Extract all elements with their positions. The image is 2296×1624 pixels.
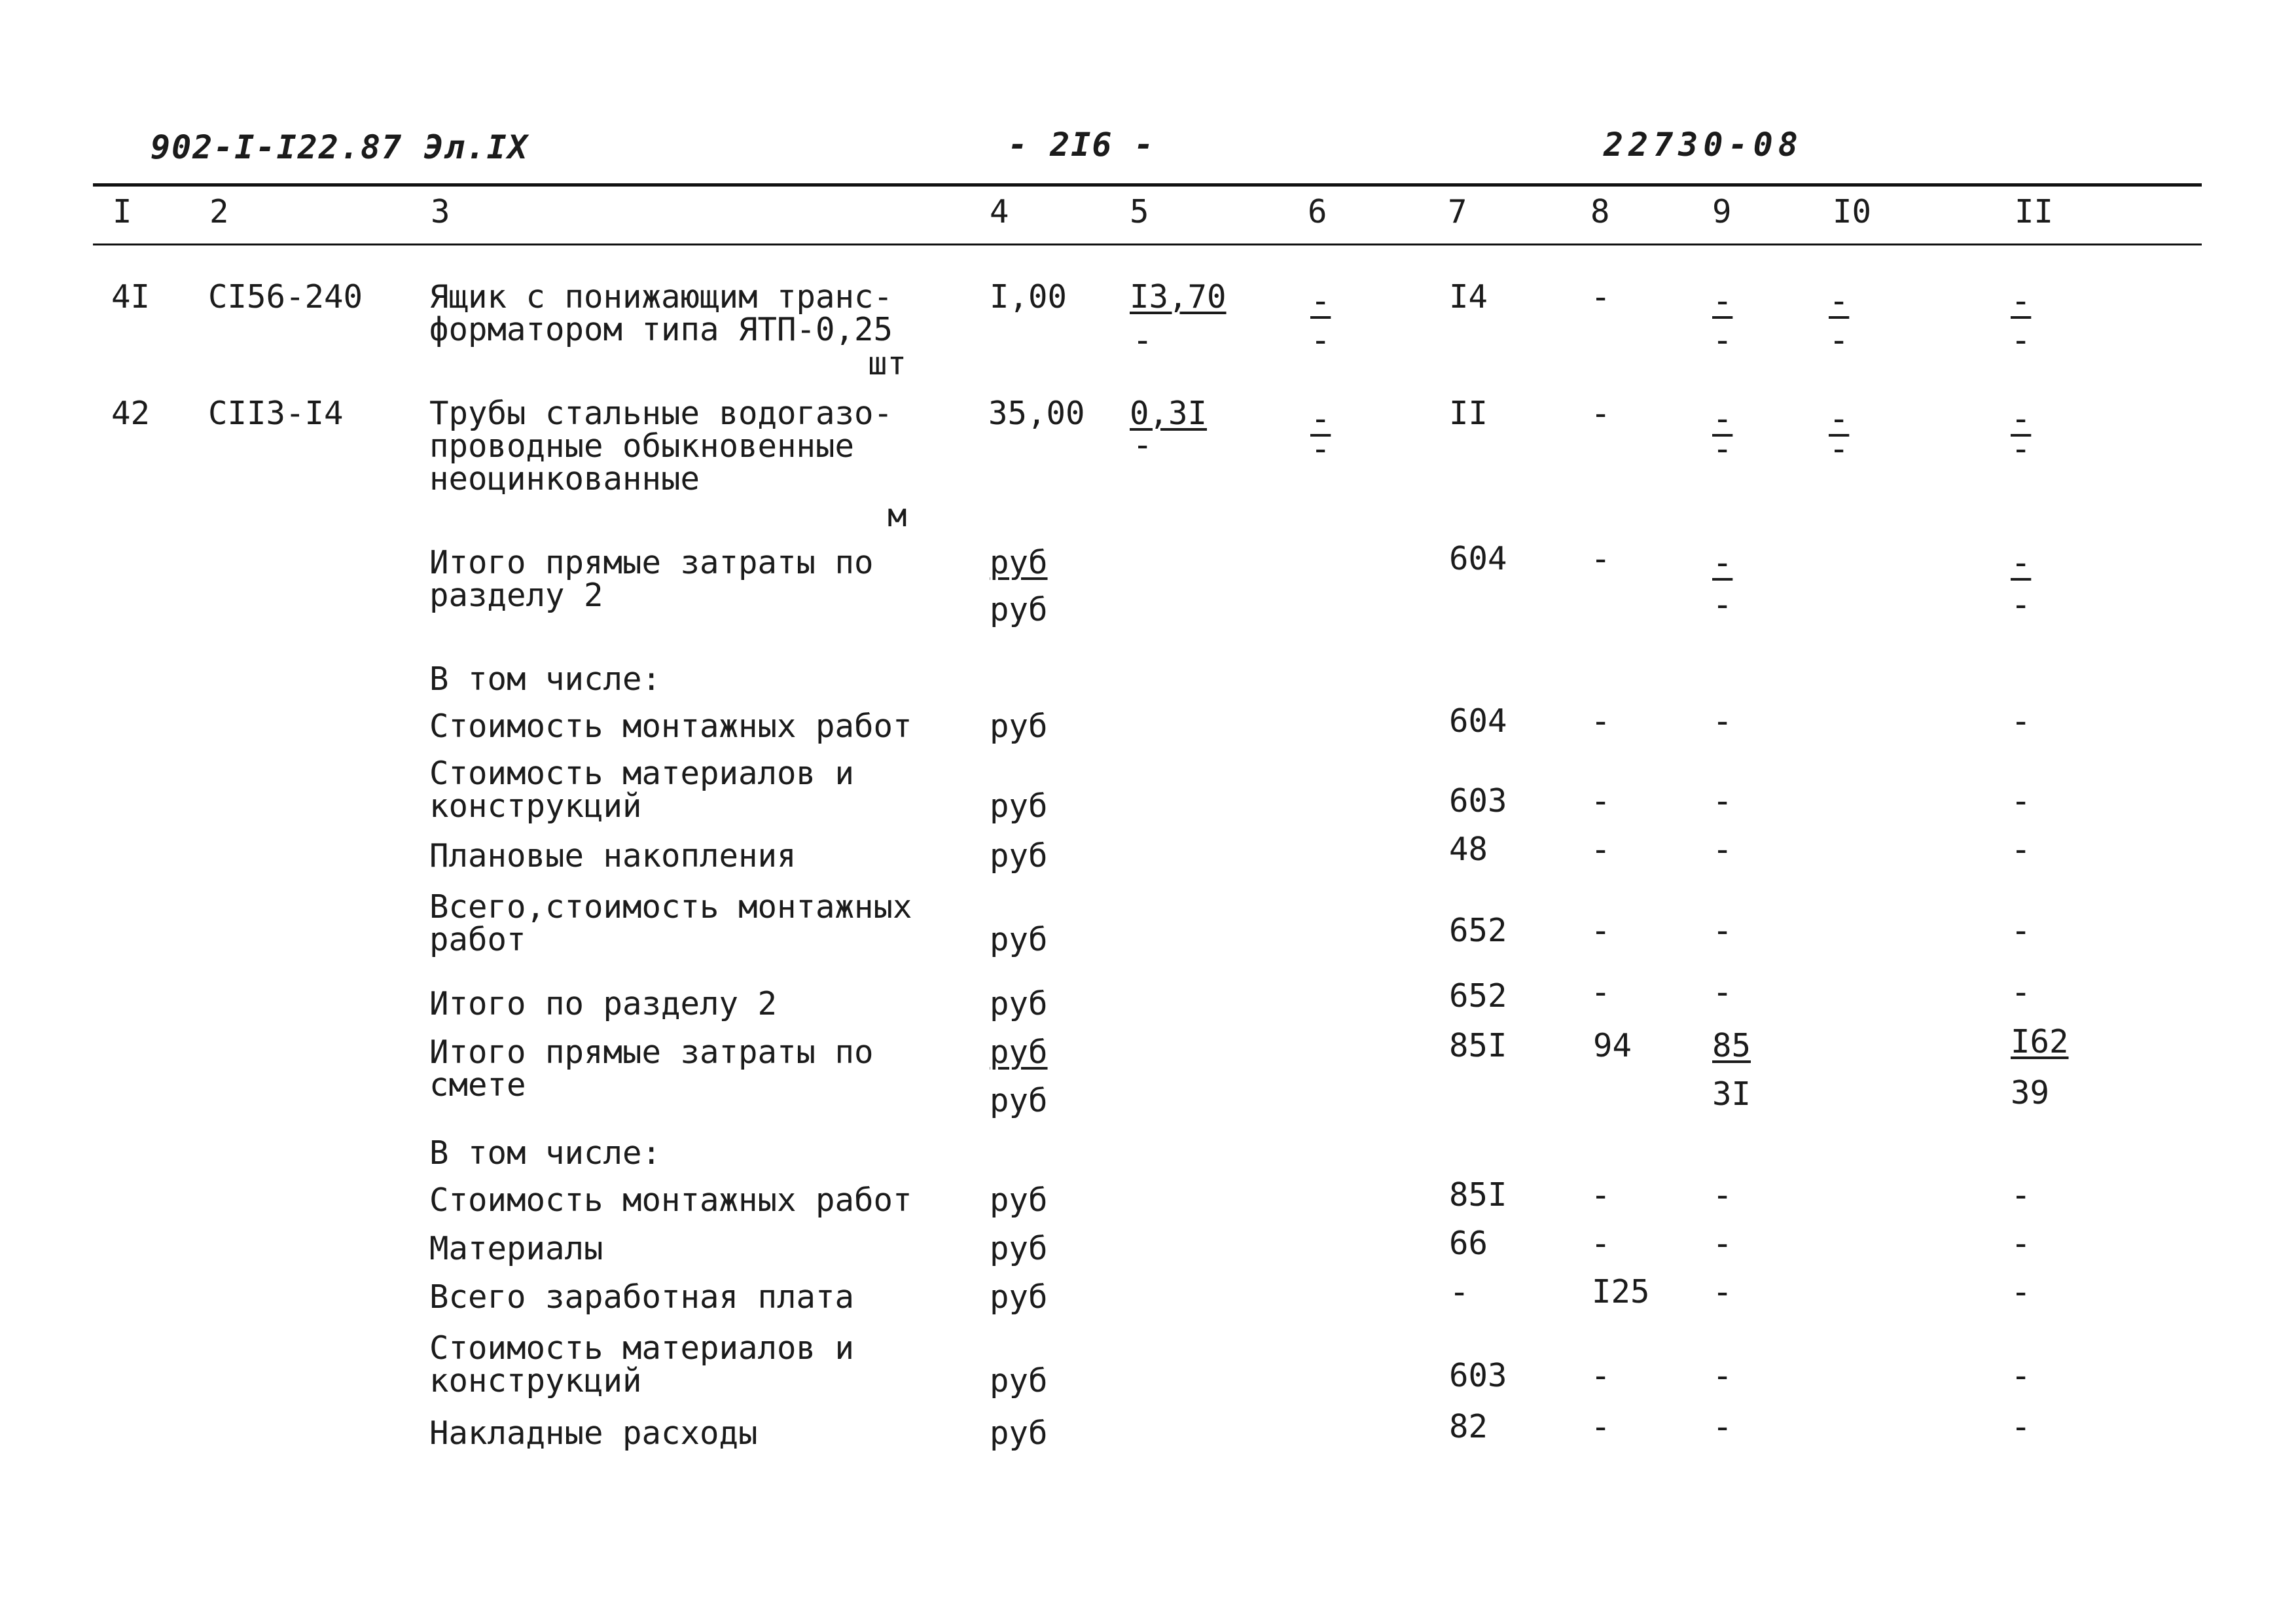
summary-label: Накладные расходы	[429, 1415, 758, 1452]
summary-col8: -	[1590, 973, 1611, 1012]
summary-col8: -	[1590, 702, 1611, 741]
column-number: 2	[209, 193, 229, 230]
summary-col8: -	[1590, 1176, 1611, 1215]
summary-unit: руб	[990, 1278, 1048, 1316]
summary-unit: руб	[990, 1362, 1048, 1399]
summary-total: 652	[1449, 977, 1507, 1015]
summary-label: Материалы	[429, 1230, 603, 1267]
summary-total: 604	[1449, 540, 1507, 577]
summary-unit: руб	[990, 921, 1048, 958]
including-label: В том числе:	[429, 660, 662, 698]
summary-unit: руб	[990, 544, 1048, 581]
summary-col8: -	[1590, 1356, 1611, 1396]
col11-sub: -	[2011, 429, 2032, 469]
col6-sub: -	[1310, 429, 1331, 469]
unit-price: I3,70	[1130, 278, 1227, 316]
column-number: 3	[431, 193, 450, 230]
summary-label: Плановые накопления	[429, 837, 797, 875]
item-code: CII3-I4	[208, 395, 344, 432]
header-rule-top	[93, 183, 2202, 187]
sheet-code: 22730-08	[1604, 126, 1803, 164]
summary-label: Итого прямые затраты по	[429, 1034, 874, 1071]
summary-col9: -	[1712, 1356, 1733, 1396]
row-number: 4I	[111, 278, 151, 316]
summary-unit: руб	[990, 591, 1048, 628]
col8-value: -	[1590, 394, 1611, 433]
summary-col8: -	[1590, 1224, 1611, 1263]
item-description: неоцинкованные	[429, 460, 700, 497]
col11-value: -	[2011, 399, 2032, 439]
summary-col11: -	[2011, 1176, 2032, 1215]
item-unit: м	[888, 497, 907, 534]
summary-col11: -	[2011, 543, 2032, 583]
summary-total: 82	[1449, 1408, 1488, 1445]
summary-total: 85I	[1449, 1027, 1507, 1064]
col6-value: -	[1310, 399, 1331, 439]
item-unit: шт	[868, 345, 907, 382]
summary-col8: -	[1590, 830, 1611, 869]
column-number: 9	[1712, 193, 1732, 230]
summary-unit: руб	[990, 1082, 1048, 1119]
unit-price-sub: -	[1132, 321, 1153, 360]
summary-col11: -	[2011, 782, 2032, 821]
column-number: II	[2015, 193, 2054, 230]
col11-value: -	[2011, 281, 2032, 321]
summary-col9: -	[1712, 1407, 1733, 1447]
col10-value: -	[1829, 281, 1850, 321]
summary-col9: -	[1712, 973, 1733, 1012]
item-quantity: I,00	[990, 278, 1067, 316]
item-description: Трубы стальные водогазо-	[429, 395, 893, 432]
summary-label: Стоимость монтажных работ	[429, 708, 912, 745]
summary-unit: руб	[990, 787, 1048, 825]
summary-label: Стоимость материалов и	[429, 755, 855, 792]
summary-col11: -	[2011, 973, 2032, 1012]
summary-col9-sub: -	[1712, 585, 1733, 624]
summary-total: 603	[1449, 782, 1507, 820]
summary-label: работ	[429, 921, 526, 958]
summary-col11: -	[2011, 830, 2032, 869]
including-label: В том числе:	[429, 1134, 662, 1172]
summary-col8: -	[1590, 911, 1611, 950]
summary-col9: -	[1712, 782, 1733, 821]
col10-sub: -	[1829, 429, 1850, 469]
summary-unit: руб	[990, 1182, 1048, 1219]
summary-label: Стоимость материалов и	[429, 1329, 855, 1367]
col11-sub: -	[2011, 321, 2032, 360]
row-number: 42	[111, 395, 151, 432]
summary-col9: -	[1712, 911, 1733, 950]
summary-label: конструкций	[429, 1362, 642, 1399]
column-number: I	[113, 193, 132, 230]
col10-sub: -	[1829, 321, 1850, 360]
summary-col9: -	[1712, 1176, 1733, 1215]
total-cost: II	[1449, 395, 1488, 432]
col10-value: -	[1829, 399, 1850, 439]
summary-label: конструкций	[429, 787, 642, 825]
summary-col9: -	[1712, 543, 1733, 583]
summary-col9-sub: 3I	[1712, 1075, 1751, 1113]
unit-price-sub: -	[1132, 425, 1153, 465]
total-cost: I4	[1449, 278, 1488, 316]
col8-value: -	[1590, 278, 1611, 317]
summary-col9: -	[1712, 702, 1733, 741]
summary-total: 85I	[1449, 1176, 1507, 1214]
summary-col11: -	[2011, 1224, 2032, 1263]
summary-col9: -	[1712, 1224, 1733, 1263]
summary-total: 652	[1449, 912, 1507, 949]
summary-col8: I25	[1592, 1273, 1650, 1310]
document-code: 902-I-I22.87 Эл.IX	[151, 128, 529, 166]
summary-col11-sub: 39	[2011, 1074, 2050, 1111]
summary-col11-sub: -	[2011, 585, 2032, 624]
summary-total: 48	[1449, 831, 1488, 868]
summary-label: Стоимость монтажных работ	[429, 1182, 912, 1219]
column-number: I0	[1833, 193, 1872, 230]
column-number: 5	[1130, 193, 1149, 230]
column-number: 7	[1448, 193, 1467, 230]
summary-col8: -	[1590, 782, 1611, 821]
summary-total: 604	[1449, 702, 1507, 740]
col6-value: -	[1310, 281, 1331, 321]
column-number: 6	[1308, 193, 1327, 230]
summary-label: Итого прямые затраты по	[429, 544, 874, 581]
summary-col8: -	[1590, 539, 1611, 579]
col6-sub: -	[1310, 321, 1331, 360]
summary-col11: -	[2011, 1407, 2032, 1447]
summary-unit: руб	[990, 708, 1048, 745]
column-number: 8	[1590, 193, 1610, 230]
col9-sub: -	[1712, 321, 1733, 360]
summary-total: -	[1449, 1272, 1470, 1312]
summary-label: смете	[429, 1066, 526, 1104]
unit-price: 0,3I	[1130, 395, 1208, 432]
summary-col11: -	[2011, 911, 2032, 950]
summary-col9: -	[1712, 830, 1733, 869]
column-number: 4	[990, 193, 1009, 230]
summary-unit: руб	[990, 1230, 1048, 1267]
header-rule-bottom	[93, 244, 2202, 245]
summary-col11: -	[2011, 1272, 2032, 1312]
item-description: проводные обыкновенные	[429, 427, 855, 465]
summary-unit: руб	[990, 1415, 1048, 1452]
summary-col9: -	[1712, 1272, 1733, 1312]
summary-col11: -	[2011, 702, 2032, 741]
page-number: - 2I6 -	[1008, 126, 1155, 164]
summary-col9: 85	[1712, 1027, 1751, 1064]
summary-label: разделу 2	[429, 577, 603, 614]
summary-col11: -	[2011, 1356, 2032, 1396]
item-description: Ящик с понижающим транс-	[429, 278, 893, 316]
summary-unit: руб	[990, 985, 1048, 1022]
summary-unit: руб	[990, 1034, 1048, 1071]
summary-label: Всего,стоимость монтажных	[429, 888, 912, 926]
col9-value: -	[1712, 281, 1733, 321]
item-description: форматором типа ЯТП-0,25	[429, 311, 893, 348]
summary-unit: руб	[990, 837, 1048, 875]
summary-col11: I62	[2011, 1023, 2069, 1060]
item-quantity: 35,00	[988, 395, 1085, 432]
summary-col8: 94	[1593, 1027, 1632, 1064]
summary-col8: -	[1590, 1407, 1611, 1447]
item-code: CI56-240	[208, 278, 363, 316]
summary-label: Всего заработная плата	[429, 1278, 855, 1316]
col9-sub: -	[1712, 429, 1733, 469]
col9-value: -	[1712, 399, 1733, 439]
summary-label: Итого по разделу 2	[429, 985, 778, 1022]
summary-total: 603	[1449, 1357, 1507, 1394]
summary-total: 66	[1449, 1225, 1488, 1262]
